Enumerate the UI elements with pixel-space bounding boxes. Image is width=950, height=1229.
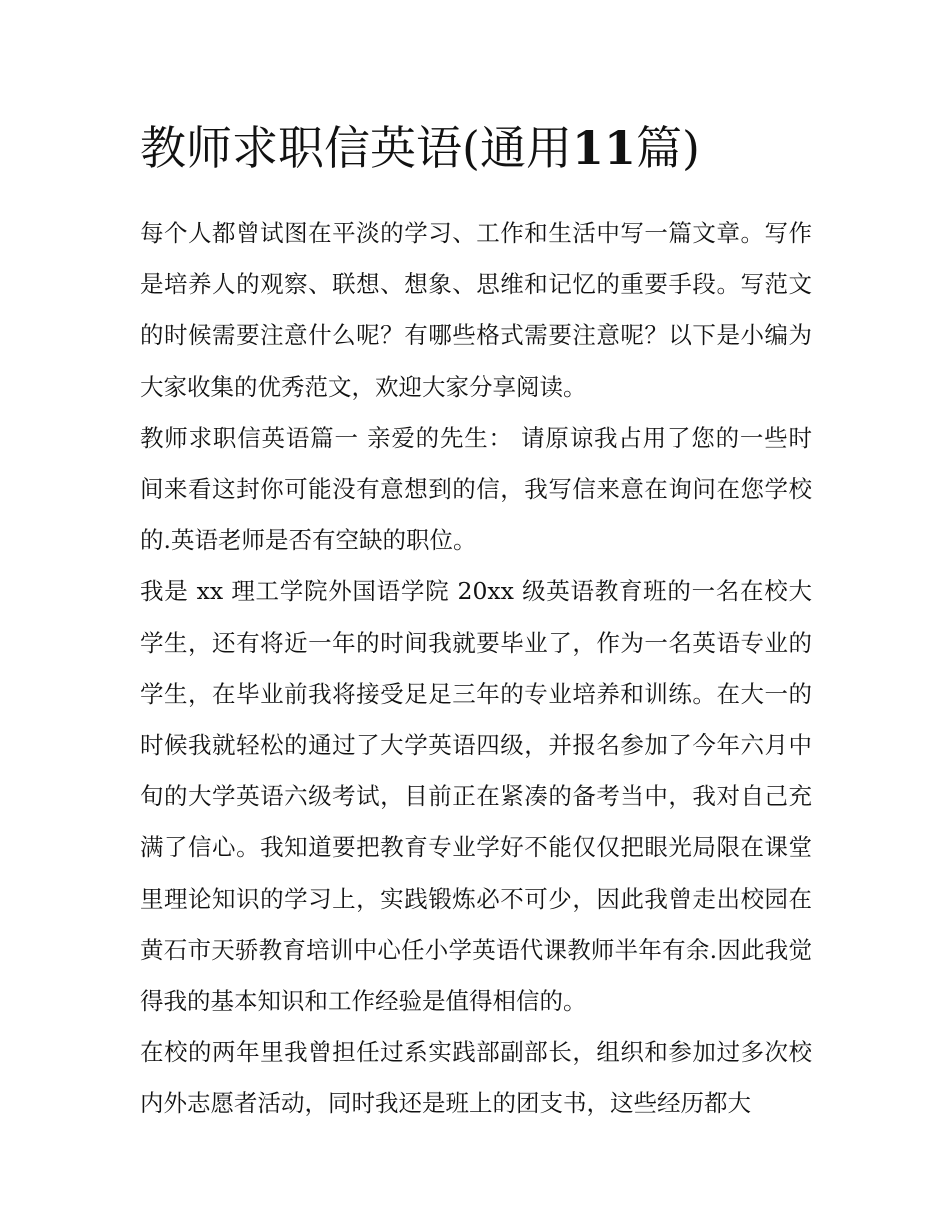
paragraph-letter-opening: 教师求职信英语篇一 亲爱的先生： 请原谅我占用了您的一些时间来看这封你可能没有意想到的信，我写信来意在询问在您学校的.英语老师是否有空缺的职位。 xyxy=(140,423,812,555)
document-title xyxy=(140,112,812,184)
title-prefix: 教师求职信英语(通用 xyxy=(140,121,572,175)
paragraph-activities: 在校的两年里我曾担任过系实践部副部长，组织和参加过多次校内外志愿者活动，同时我还是班上的团支书，这些经历都大 xyxy=(140,1038,812,1118)
document-body xyxy=(140,112,812,1130)
title-number: 11 xyxy=(571,121,636,175)
paragraph-intro: 每个人都曾试图在平淡的学习、工作和生活中写一篇文章。写作是培养人的观察、联想、想象、思维和记忆的重要手段。写范文的时候需要注意什么呢？有哪些格式需要注意呢？以下是小编为大家收集的优秀范文，欢迎大家分享阅读。 xyxy=(140,219,812,401)
title-suffix: 篇) xyxy=(635,121,700,175)
paragraph-background: 我是 xx 理工学院外国语学院 20xx 级英语教育班的一名在校大学生，还有将近一年的时间我就要毕业了，作为一名英语专业的学生，在毕业前我将接受足足三年的专业培养和训练。在大一的时候我就轻松的通过了大学英语四级，并报名参加了今年六月中旬的大学英语六级考试，目前正在紧凑的备考当中，我对自己充满了信心。我知道要把教育专业学好不能仅仅把眼光局限在课堂里理论知识的学习上，实践锻炼必不可少，因此我曾走出校园在黄石市天骄教育培训中心任小学英语代课教师半年有余.因此我觉得我的基本知识和工作经验是值得相信的。 xyxy=(140,577,812,1016)
